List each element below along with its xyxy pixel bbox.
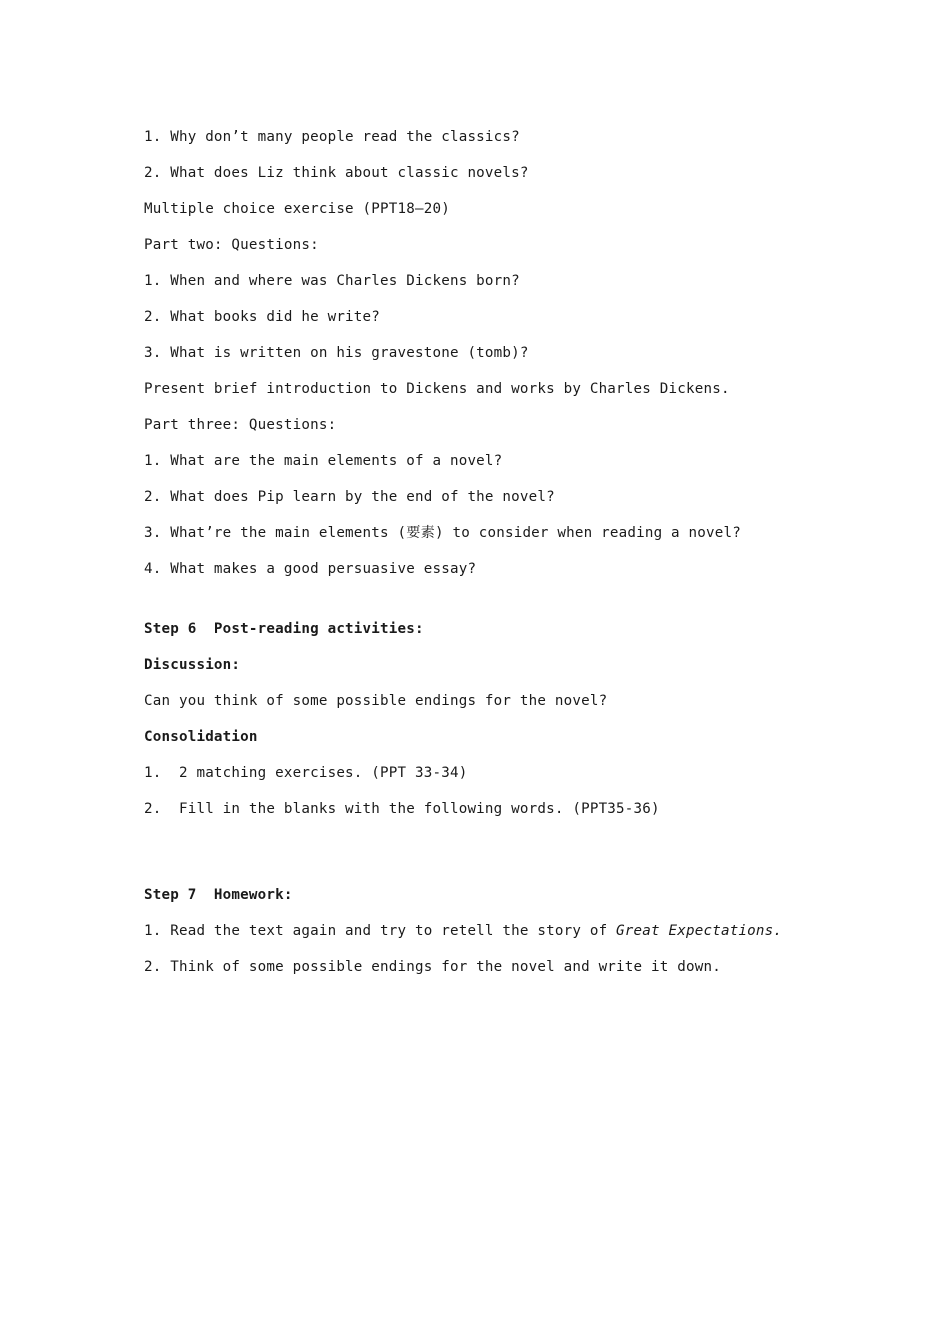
- part-one-question-2: 2. What does Liz think about classic novels?: [144, 165, 529, 181]
- part-three-question-3: 3. What’re the main elements (要素) to consider when reading a novel?: [144, 525, 741, 541]
- part-three-question-2: 2. What does Pip learn by the end of the novel?: [144, 489, 555, 505]
- step7-heading: Step 7 Homework:: [144, 887, 293, 903]
- part-three-heading: Part three: Questions:: [144, 417, 337, 433]
- part-three-question-4: 4. What makes a good persuasive essay?: [144, 561, 477, 577]
- part-two-heading: Part two: Questions:: [144, 237, 319, 253]
- step6-heading: Step 6 Post-reading activities:: [144, 621, 424, 637]
- discussion-text: Can you think of some possible endings for the novel?: [144, 693, 608, 709]
- consolidation-item-1: 1. 2 matching exercises. (PPT 33-34): [144, 765, 468, 781]
- consolidation-heading: Consolidation: [144, 729, 258, 745]
- novel-title: Great Expectations.: [616, 923, 783, 939]
- multiple-choice-exercise: Multiple choice exercise (PPT18—20): [144, 201, 450, 217]
- discussion-heading: Discussion:: [144, 657, 241, 673]
- homework-item-1-text: 1. Read the text again and try to retell the story of: [144, 923, 617, 939]
- homework-item-1: [144, 922, 782, 940]
- part-two-question-3: 3. What is written on his gravestone (tomb)?: [144, 345, 529, 361]
- part-three-question-1: 1. What are the main elements of a novel?: [144, 453, 503, 469]
- part-one-question-1: 1. Why don’t many people read the classics?: [144, 129, 520, 145]
- part-two-question-2: 2. What books did he write?: [144, 309, 381, 325]
- part-two-question-1: 1. When and where was Charles Dickens born?: [144, 273, 520, 289]
- consolidation-item-2: 2. Fill in the blanks with the following words. (PPT35-36): [144, 801, 660, 817]
- present-introduction: Present brief introduction to Dickens and works by Charles Dickens.: [144, 381, 730, 397]
- homework-item-2: 2. Think of some possible endings for the novel and write it down.: [144, 959, 721, 975]
